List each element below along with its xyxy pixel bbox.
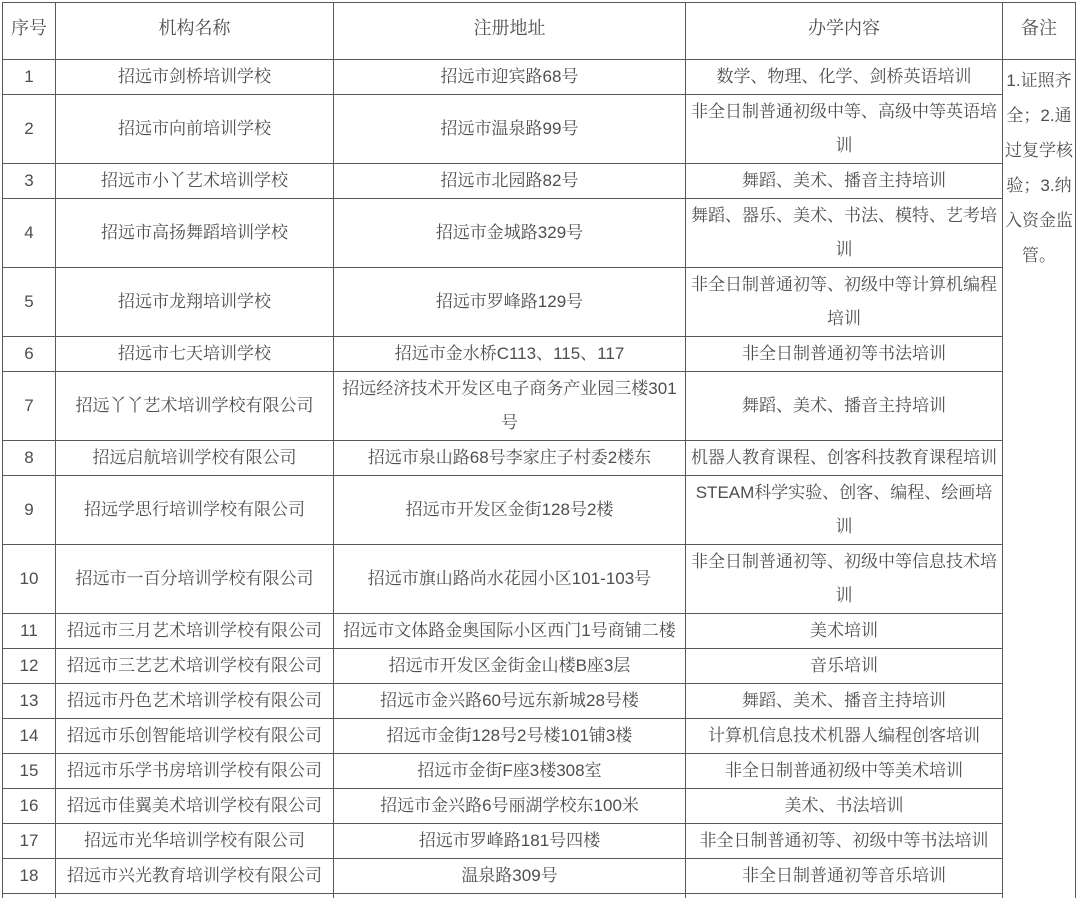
table-row (3, 859, 1076, 894)
cell-address: 招远市旗山路尚水花园小区101-103号 (334, 545, 686, 614)
cell-address: 招远市金兴路60号远东新城28号楼 (334, 684, 686, 719)
cell-content: 计算机信息技术机器人编程创客培训 (686, 719, 1003, 754)
cell-content: 舞蹈、美术、播音主持培训 (686, 164, 1003, 199)
cell-index: 4 (3, 199, 56, 268)
cell-address: 招远市罗峰路129号 (334, 268, 686, 337)
cell-name: 招远市七天培训学校 (56, 337, 334, 372)
cell-name: 招远丫丫艺术培训学校有限公司 (56, 372, 334, 441)
training-schools-table (2, 2, 1076, 898)
cell-index: 9 (3, 476, 56, 545)
cell-name: 招远市龙翔培训学校 (56, 268, 334, 337)
table-row (3, 754, 1076, 789)
cell-address: 招远市金兴路6号丽湖学校东100米 (334, 789, 686, 824)
cell-address: 招远经济技术开发区电子商务产业园三楼301号 (334, 372, 686, 441)
cell-name: 招远启航培训学校有限公司 (56, 441, 334, 476)
cell-name: 招远市一百分培训学校有限公司 (56, 545, 334, 614)
cell-content: 美术培训 (686, 614, 1003, 649)
column-header-name: 机构名称 (56, 3, 334, 60)
table-row (3, 441, 1076, 476)
cell-name: 招远学思行培训学校有限公司 (56, 476, 334, 545)
cell-content: 非全日制普通初级中等美术培训 (686, 754, 1003, 789)
table-row (3, 789, 1076, 824)
table-row (3, 684, 1076, 719)
cell-address: 温泉路309号 (334, 859, 686, 894)
cell-content: 舞蹈、美术、播音主持培训 (686, 372, 1003, 441)
cell-content: 非全日制普通初等音乐培训 (686, 859, 1003, 894)
column-header-index: 序号 (3, 3, 56, 60)
table-row (3, 268, 1076, 337)
table-body (3, 60, 1076, 898)
cell-name: 招远市小丫艺术培训学校 (56, 164, 334, 199)
column-header-content: 办学内容 (686, 3, 1003, 60)
cell-content: 音乐培训 (686, 649, 1003, 684)
cell-address: 招远市温泉路99号 (334, 95, 686, 164)
cell-address: 招远市罗峰路181号四楼 (334, 824, 686, 859)
cell-index: 5 (3, 268, 56, 337)
table-header (3, 3, 1076, 60)
column-header-address: 注册地址 (334, 3, 686, 60)
cell-empty (334, 894, 686, 898)
cell-content: 舞蹈、器乐、美术、书法、模特、艺考培训 (686, 199, 1003, 268)
cell-address: 招远市金城路329号 (334, 199, 686, 268)
cell-index: 15 (3, 754, 56, 789)
cell-name: 招远市向前培训学校 (56, 95, 334, 164)
cell-content: 数学、物理、化学、剑桥英语培训 (686, 60, 1003, 95)
cell-content: STEAM科学实验、创客、编程、绘画培训 (686, 476, 1003, 545)
cell-content: 舞蹈、美术、播音主持培训 (686, 684, 1003, 719)
cell-empty (3, 894, 56, 898)
cell-name: 招远市三艺艺术培训学校有限公司 (56, 649, 334, 684)
cell-content: 非全日制普通初等书法培训 (686, 337, 1003, 372)
cell-address: 招远市金街F座3楼308室 (334, 754, 686, 789)
column-header-remark: 备注 (1003, 3, 1076, 60)
cell-index: 14 (3, 719, 56, 754)
table-row (3, 476, 1076, 545)
cell-content: 非全日制普通初等、初级中等信息技术培训 (686, 545, 1003, 614)
table-row (3, 372, 1076, 441)
cell-index: 2 (3, 95, 56, 164)
cell-content: 机器人教育课程、创客科技教育课程培训 (686, 441, 1003, 476)
cell-content: 非全日制普通初级中等、高级中等英语培训 (686, 95, 1003, 164)
cell-name: 招远市乐创智能培训学校有限公司 (56, 719, 334, 754)
cell-address: 招远市文体路金奥国际小区西门1号商铺二楼 (334, 614, 686, 649)
table-row (3, 337, 1076, 372)
cell-remark: 1.证照齐全；2.通过复学核验；3.纳入资金监管。 (1003, 60, 1076, 898)
cell-name: 招远市高扬舞蹈培训学校 (56, 199, 334, 268)
cell-empty (56, 894, 334, 898)
cell-index: 7 (3, 372, 56, 441)
table-row (3, 164, 1076, 199)
cell-index: 1 (3, 60, 56, 95)
table-row (3, 95, 1076, 164)
table-row-cutoff (3, 894, 1076, 898)
cell-content: 非全日制普通初等、初级中等计算机编程培训 (686, 268, 1003, 337)
cell-address: 招远市迎宾路68号 (334, 60, 686, 95)
cell-empty (686, 894, 1003, 898)
cell-address: 招远市开发区金街金山楼B座3层 (334, 649, 686, 684)
cell-name: 招远市剑桥培训学校 (56, 60, 334, 95)
cell-name: 招远市光华培训学校有限公司 (56, 824, 334, 859)
cell-address: 招远市金水桥C113、115、117 (334, 337, 686, 372)
cell-address: 招远市泉山路68号李家庄子村委2楼东 (334, 441, 686, 476)
cell-content: 美术、书法培训 (686, 789, 1003, 824)
cell-address: 招远市金街128号2号楼101铺3楼 (334, 719, 686, 754)
cell-index: 6 (3, 337, 56, 372)
cell-index: 3 (3, 164, 56, 199)
cell-address: 招远市北园路82号 (334, 164, 686, 199)
cell-index: 13 (3, 684, 56, 719)
cell-name: 招远市兴光教育培训学校有限公司 (56, 859, 334, 894)
table-row (3, 60, 1076, 95)
table-row (3, 614, 1076, 649)
cell-index: 16 (3, 789, 56, 824)
table-row (3, 719, 1076, 754)
cell-name: 招远市乐学书房培训学校有限公司 (56, 754, 334, 789)
cell-index: 11 (3, 614, 56, 649)
cell-index: 12 (3, 649, 56, 684)
header-row (3, 3, 1076, 60)
cell-index: 18 (3, 859, 56, 894)
cell-index: 10 (3, 545, 56, 614)
cell-content: 非全日制普通初等、初级中等书法培训 (686, 824, 1003, 859)
cell-index: 17 (3, 824, 56, 859)
cell-name: 招远市佳翼美术培训学校有限公司 (56, 789, 334, 824)
cell-address: 招远市开发区金街128号2楼 (334, 476, 686, 545)
cell-name: 招远市丹色艺术培训学校有限公司 (56, 684, 334, 719)
cell-name: 招远市三月艺术培训学校有限公司 (56, 614, 334, 649)
table-row (3, 199, 1076, 268)
table-row (3, 545, 1076, 614)
table-row (3, 824, 1076, 859)
table-row (3, 649, 1076, 684)
cell-index: 8 (3, 441, 56, 476)
